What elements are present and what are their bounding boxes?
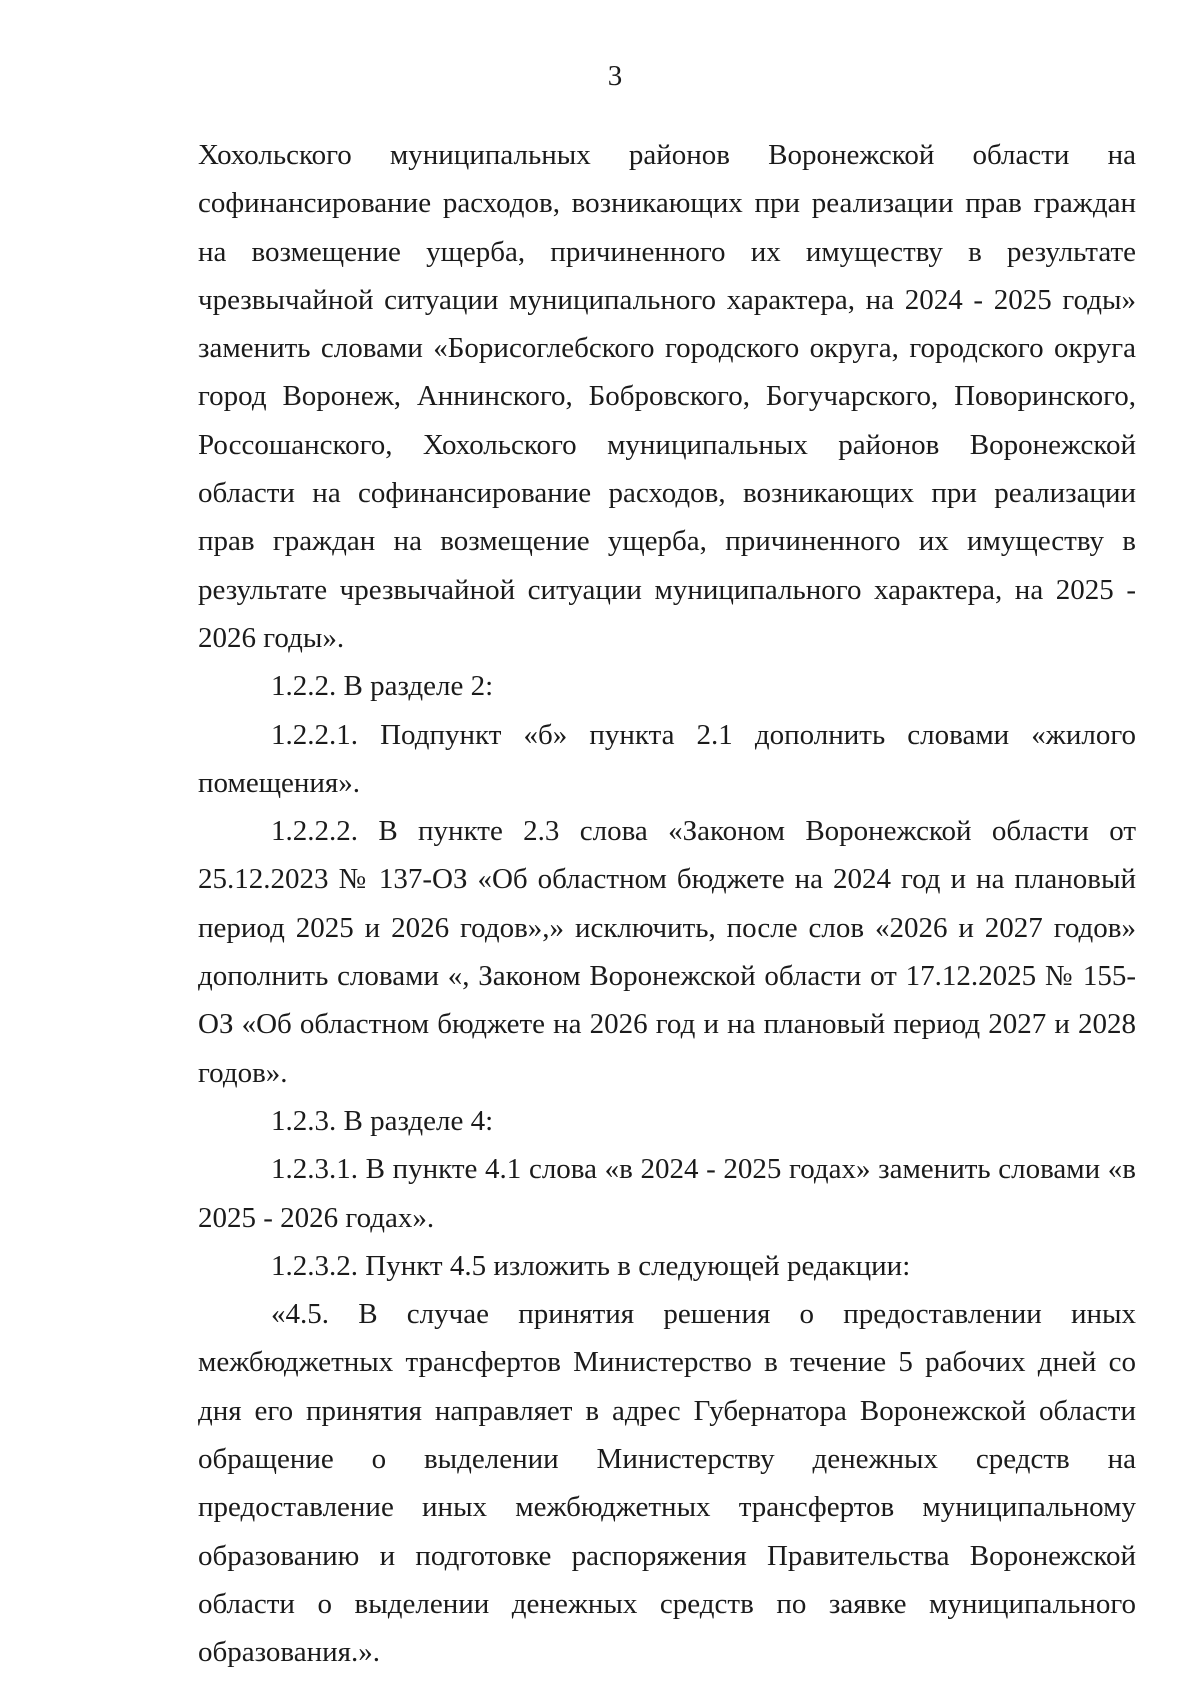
paragraph-1-2-2-1: 1.2.2.1. Подпункт «б» пункта 2.1 дополнить словами «жилого помещения».: [198, 718, 1136, 799]
page-number: 3: [607, 60, 623, 92]
paragraph-1-2-3: 1.2.3. В разделе 4:: [271, 1104, 494, 1137]
paragraph-4-5-quote: «4.5. В случае принятия решения о предоставлении иных межбюджетных трансфертов Министерство в течение 5 рабочих дней со дня его принятия направляет в адрес Губернатора Воронежской области обращение о выделении Министерству денежных средств на предоставление иных межбюджетных трансфертов муниципальному образованию и подготовке распоряжения Правительства Воронежской области о выделении денежных средств по заявке муниципального образования.».: [198, 1298, 1136, 1669]
paragraph-1-2-2-2: 1.2.2.2. В пункте 2.3 слова «Законом Воронежской области от 25.12.2023 № 137-ОЗ «Об областном бюджете на 2024 год и на плановый период 2025 и 2026 годов»,» исключить, после слов «2026 и 2027 годов» дополнить словами «, Законом Воронежской области от 17.12.2025 № 155-ОЗ «Об областном бюджете на 2026 год и на плановый период 2027 и 2028 годов».: [198, 815, 1136, 1089]
document-body: [198, 131, 1136, 1677]
paragraph-1-2-2: 1.2.2. В разделе 2:: [271, 670, 494, 703]
paragraph-1-2-3-1: 1.2.3.1. В пункте 4.1 слова «в 2024 - 2025 годах» заменить словами «в 2025 - 2026 годах».: [198, 1153, 1136, 1234]
paragraph-1-2-3-2: 1.2.3.2. Пункт 4.5 изложить в следующей редакции:: [271, 1249, 911, 1282]
paragraph-continuation: Хохольского муниципальных районов Воронежской области на софинансирование расходов, возникающих при реализации прав граждан на возмещение ущерба, причиненного их имуществу в результате чрезвычайной ситуации муниципального характера, на 2024 - 2025 годы» заменить словами «Борисоглебского городского округа, городского округа город Воронеж, Аннинского, Бобровского, Богучарского, Поворинского, Россошанского, Хохольского муниципальных районов Воронежской области на софинансирование расходов, возникающих при реализации прав граждан на возмещение ущерба, причиненного их имуществу в результате чрезвычайной ситуации муниципального характера, на 2025 - 2026 годы».: [198, 139, 1136, 654]
